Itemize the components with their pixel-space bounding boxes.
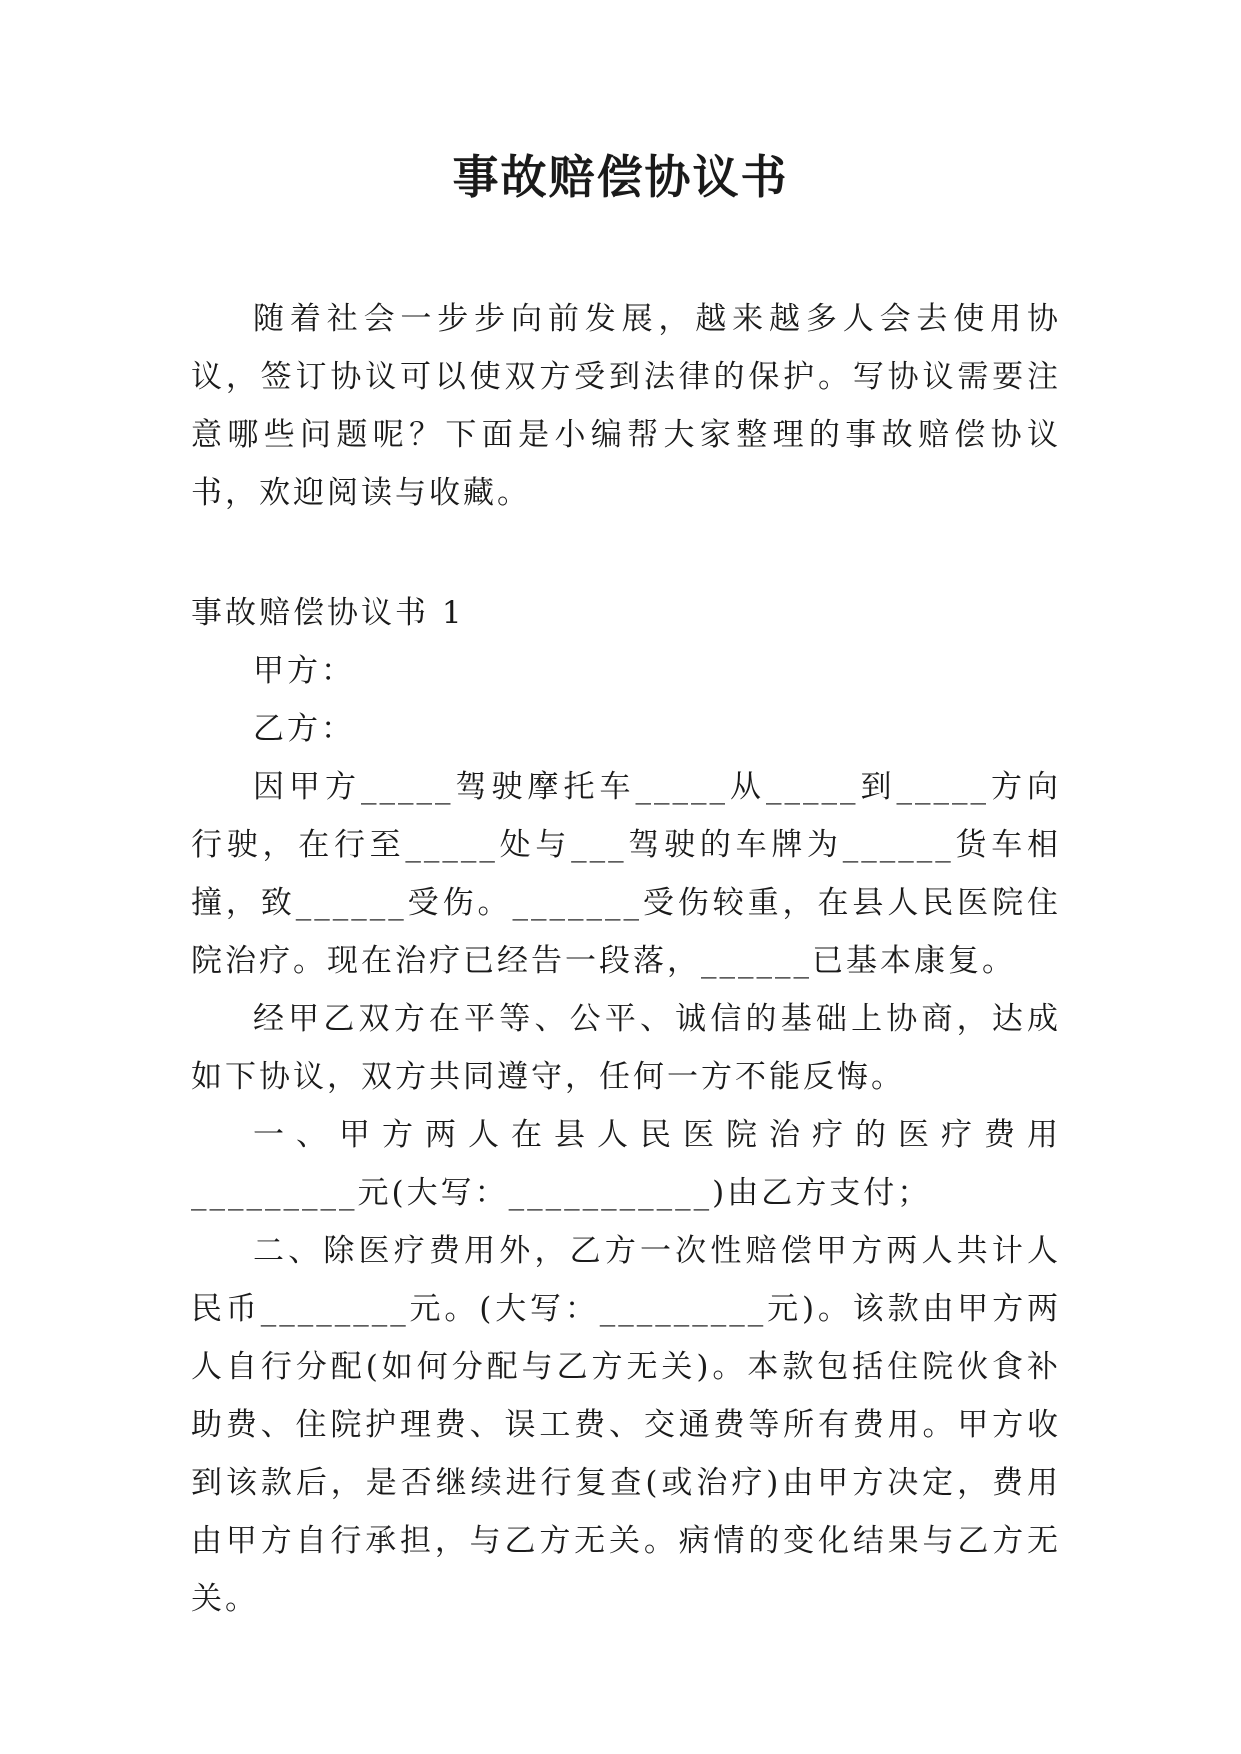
accident-description-paragraph: 因甲方_____驾驶摩托车_____从_____到_____方向行驶，在行至_____处与___驾驶的车牌为______货车相撞，致______受伤。_______受伤较重，在县人民医院住院治疗。现在治疗已经告一段落，______已基本康复。 (191, 769, 1061, 979)
intro-paragraph: 随着社会一步步向前发展，越来越多人会去使用协议，签订协议可以使双方受到法律的保护。写协议需要注意哪些问题呢？下面是小编帮大家整理的事故赔偿协议书，欢迎阅读与收藏。 (191, 301, 1061, 511)
agreement-basis-paragraph: 经甲乙双方在平等、公平、诚信的基础上协商，达成如下协议，双方共同遵守，任何一方不能反悔。 (191, 1001, 1061, 1095)
document-body (191, 290, 1061, 1628)
party-b-line: 乙方： (253, 711, 355, 747)
party-a-line: 甲方： (253, 653, 355, 689)
document-title: 事故赔偿协议书 (452, 150, 789, 204)
clause-one-paragraph: 一、甲方两人在县人民医院治疗的医疗费用_________元(大写：___________)由乙方支付； (191, 1117, 1061, 1211)
section-title: 事故赔偿协议书 1 (191, 595, 465, 631)
clause-two-paragraph: 二、除医疗费用外，乙方一次性赔偿甲方两人共计人民币________元。(大写：_________元)。该款由甲方两人自行分配(如何分配与乙方无关)。本款包括住院伙食补助费、住院护理费、误工费、交通费等所有费用。甲方收到该款后，是否继续进行复查(或治疗)由甲方决定，费用由甲方自行承担，与乙方无关。病情的变化结果与乙方无关。 (191, 1233, 1061, 1617)
